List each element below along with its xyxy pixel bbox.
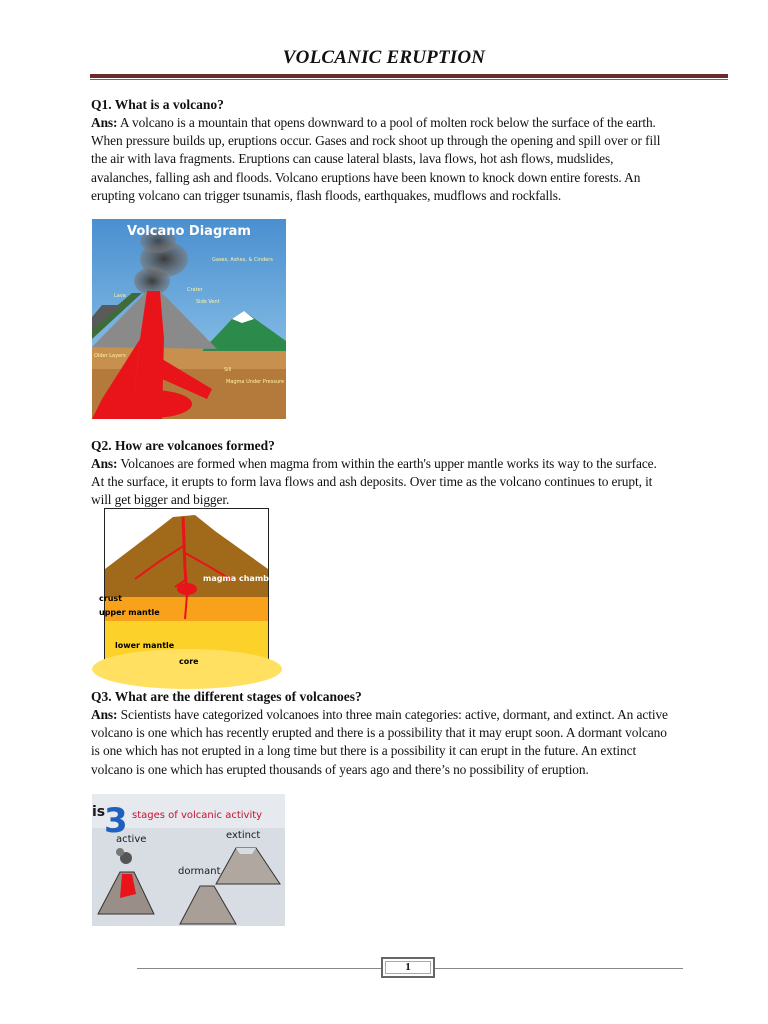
volcano-diagram-heading: Volcano Diagram [127, 224, 251, 239]
volcano-diagram-image [92, 219, 286, 419]
answer-3 [91, 706, 671, 779]
volcano-diagram-figure [92, 219, 286, 419]
answer-2-text: Volcanoes are formed when magma from within the earth's upper mantle works its way to the surface. At the surface, it erupts to form lava flows and ash deposits. Over time as the volcano continues to erupt, it will get bigger and bigger. [91, 456, 657, 508]
label-crust: crust [99, 594, 122, 603]
answer-3-text: Scientists have categorized volcanoes into three main categories: active, dormant, and extinct. An active volcano is one which has recently erupted and there is a possibility that it may erupt soon. A dormant volcano is one which has not erupted in a long time but there is a possibility it can erupt in the future. An extinct volcano is one which has erupted thousands of years ago and there’s no possibility of eruption. [91, 707, 668, 777]
answer-1-label: Ans: [91, 115, 118, 130]
stages-heading: stages of volcanic activity [132, 810, 263, 821]
page-title: VOLCANIC ERUPTION [282, 47, 486, 68]
question-3-heading: Q3. What are the different stages of volcanoes? [91, 689, 362, 704]
volcano-stages-figure [92, 794, 285, 926]
footer-line-right [435, 968, 683, 969]
stages-number: 3 [104, 801, 128, 841]
label-gases: Gases, Ashes, & Cinders [212, 257, 273, 263]
volcano-stages-image [92, 794, 285, 926]
label-magma: Magma Under Pressure [226, 379, 285, 385]
label-lava: Lava [114, 293, 126, 299]
footer-line-left [137, 968, 381, 969]
answer-3-label: Ans: [91, 707, 118, 722]
label-extinct: extinct [226, 830, 261, 841]
question-2-heading: Q2. How are volcanoes formed? [91, 438, 275, 453]
question-1-heading: Q1. What is a volcano? [91, 97, 224, 112]
label-side-vent: Side Vent [196, 299, 220, 305]
label-upper-mantle: upper mantle [99, 608, 160, 617]
page-number: 1 [405, 961, 411, 973]
label-dormant: dormant [178, 866, 221, 877]
answer-2-label: Ans: [91, 456, 118, 471]
label-lower-mantle: lower mantle [115, 641, 175, 650]
label-core: core [179, 657, 199, 666]
label-sill: Sill [224, 367, 232, 373]
label-magma-chamber: magma chamber [203, 574, 279, 583]
volcano-layers-figure [99, 508, 279, 667]
label-active: active [116, 834, 147, 845]
answer-1 [91, 114, 671, 205]
answer-1-text: A volcano is a mountain that opens downward to a pool of molten rock below the surface of the earth. When pressure builds up, eruptions occur. Gases and rock shoot up through the opening and spill over or fill the air with lava fragments. Eruptions can cause lateral blasts, lava flows, hot ash flows, mudslides, avalanches, falling ash and floods. Volcano eruptions have been known to knock down entire forests. An erupting volcano can trigger tsunamis, flash floods, earthquakes, mudflows and rockfalls. [91, 115, 661, 203]
label-older-layers: Older Layers [94, 353, 126, 359]
label-crater: Crater [187, 287, 203, 293]
title-rule-thin [90, 79, 728, 80]
title-rule-thick [90, 74, 728, 78]
page-number-box [381, 957, 435, 978]
volcano-layers-image [99, 509, 279, 666]
answer-2 [91, 455, 671, 510]
stages-fragment: is [92, 804, 106, 820]
